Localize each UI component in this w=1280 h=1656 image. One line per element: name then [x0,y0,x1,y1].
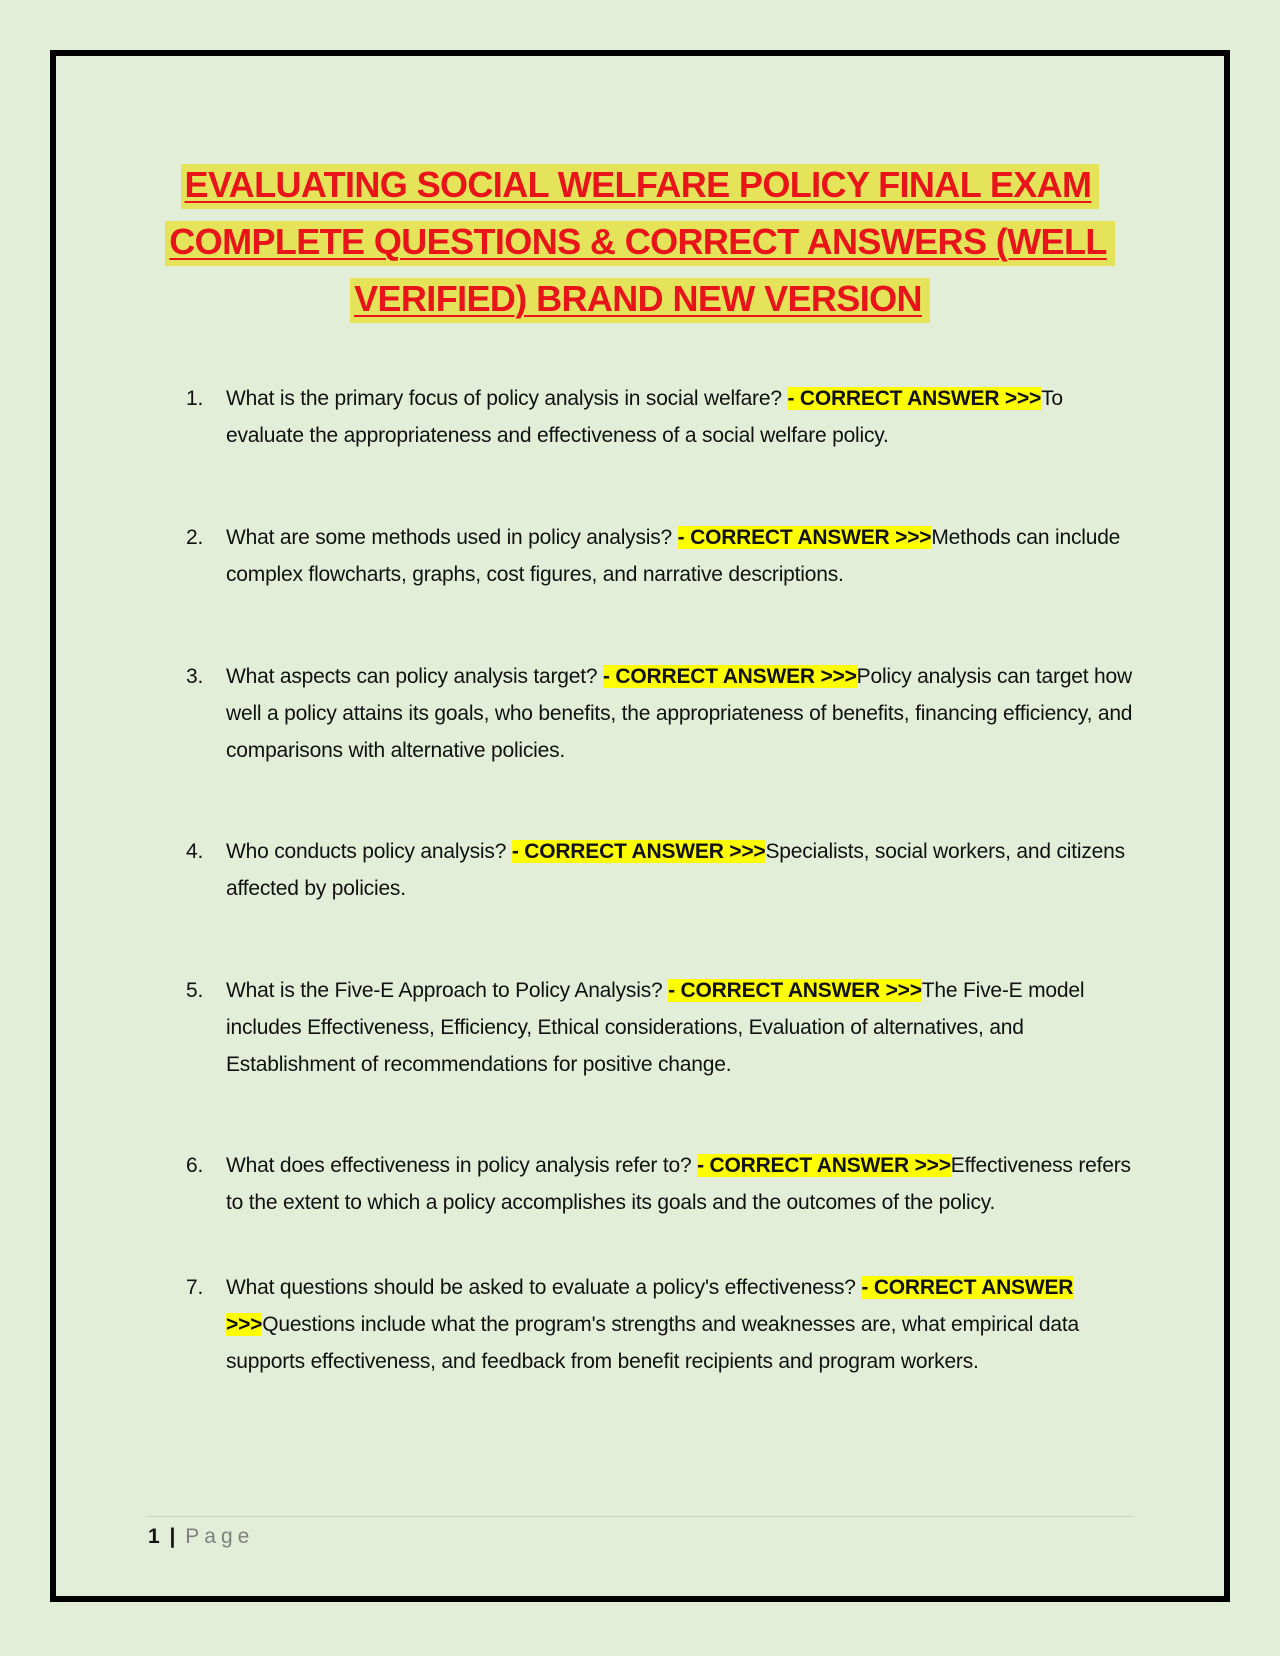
question-item-3 [186,658,1134,769]
question-item-5 [186,972,1134,1083]
question-text: What is the Five-E Approach to Policy Analysis? [226,979,669,1002]
question-item-1 [186,380,1134,454]
question-number: 7. [186,1276,204,1299]
answer-text: Specialists, social workers, and citizens affected by policies. [226,840,1125,900]
question-text: What are some methods used in policy analysis? [226,526,678,549]
question-number: 6. [186,1154,204,1177]
question-number: 3. [186,665,204,688]
correct-answer-tag: - CORRECT ANSWER >>> [668,979,922,1002]
question-list [186,380,1134,1380]
correct-answer-tag: - CORRECT ANSWER >>> [226,1276,1074,1336]
question-number: 2. [186,526,204,549]
correct-answer-tag: - CORRECT ANSWER >>> [511,840,766,863]
question-number: 4. [186,840,204,863]
title-line-2: COMPLETE QUESTIONS & CORRECT ANSWERS (WELL [165,221,1114,266]
question-item-7 [186,1269,1134,1380]
answer-text: Policy analysis can target how well a policy attains its goals, who benefits, the appropriateness of benefits, financing efficiency, and comparisons with alternative policies. [226,665,1133,762]
correct-answer-tag: - CORRECT ANSWER >>> [787,387,1042,410]
title-line-1: EVALUATING SOCIAL WELFARE POLICY FINAL EXAM [181,164,1100,209]
title-line-3: VERIFIED) BRAND NEW VERSION [350,278,930,323]
page-footer [148,1516,1132,1549]
correct-answer-tag: - CORRECT ANSWER >>> [697,1154,951,1177]
footer-separator: | [169,1525,176,1548]
question-number: 5. [186,979,204,1002]
question-item-6 [186,1147,1134,1221]
correct-answer-tag: - CORRECT ANSWER >>> [677,526,932,549]
question-item-2 [186,519,1134,593]
answer-text: To evaluate the appropriateness and effectiveness of a social welfare policy. [226,387,1063,447]
answer-text: The Five-E model includes Effectiveness, Efficiency, Ethical considerations, Evaluation of alternatives, and Establishment of recommendations for positive change. [226,979,1085,1076]
answer-text: Questions include what the program's strengths and weaknesses are, what empirical data supports effectiveness, and feedback from benefit recipients and program workers. [226,1313,1079,1373]
question-number: 1. [186,387,204,410]
correct-answer-tag: - CORRECT ANSWER >>> [603,665,857,688]
question-text: What aspects can policy analysis target? [226,665,603,688]
question-text: Who conducts policy analysis? [226,840,512,863]
page-number: 1 [148,1525,160,1548]
question-text: What is the primary focus of policy analysis in social welfare? [226,387,788,410]
document-title [150,156,1130,327]
answer-text: Effectiveness refers to the extent to which a policy accomplishes its goals and the outcomes of the policy. [226,1154,1131,1214]
page-label: Page [185,1525,255,1548]
answer-text: Methods can include complex flowcharts, graphs, cost figures, and narrative descriptions. [226,526,1121,586]
question-text: What questions should be asked to evaluate a policy's effectiveness? [226,1276,862,1299]
question-text: What does effectiveness in policy analysis refer to? [226,1154,698,1177]
question-item-4 [186,833,1134,907]
